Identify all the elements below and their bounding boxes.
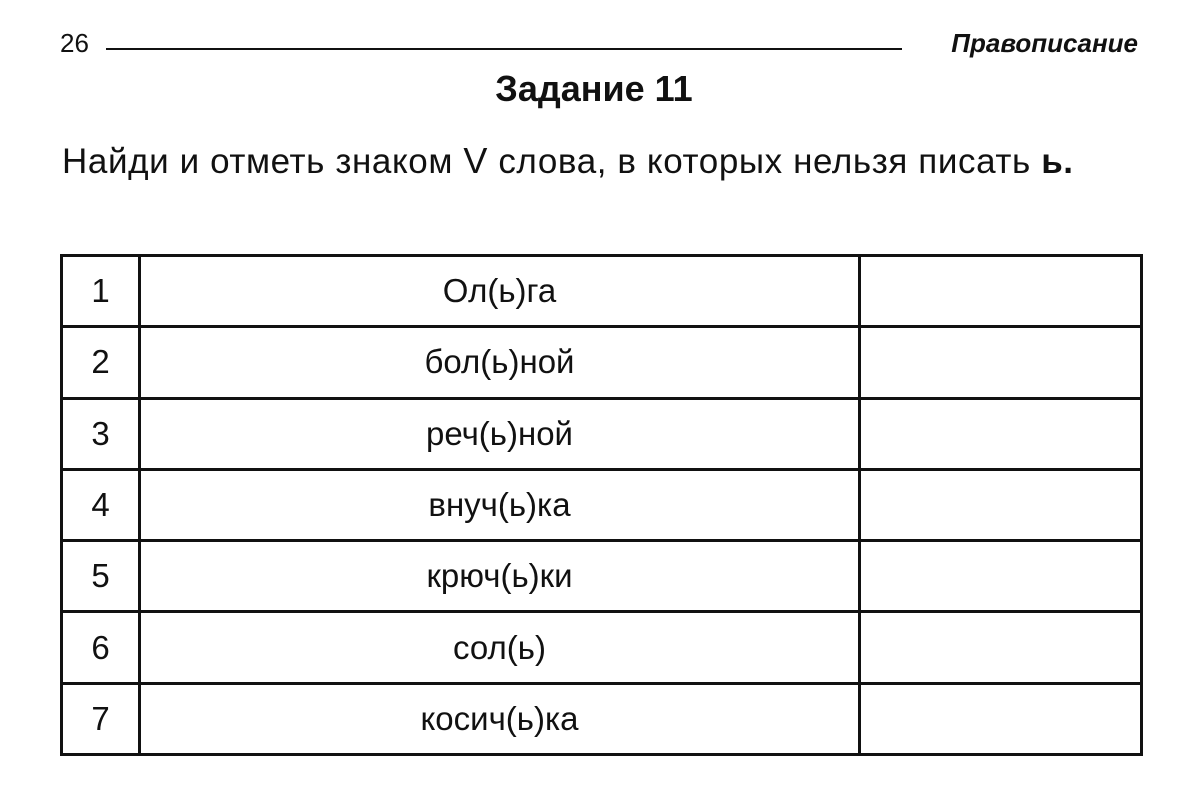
task-title: Задание 11	[495, 68, 693, 109]
table-row	[62, 612, 1142, 683]
section-title: Правописание	[951, 28, 1138, 58]
word-cell: внуч(ь)ка	[140, 469, 860, 540]
mark-cell[interactable]	[860, 541, 1142, 612]
row-number: 6	[62, 612, 140, 683]
instruction-part1: Найди и отметь знаком	[62, 142, 454, 181]
table-row	[62, 469, 1142, 540]
header-rule	[106, 48, 902, 50]
word-cell: сол(ь)	[140, 612, 860, 683]
table-row	[62, 327, 1142, 398]
table-row	[62, 541, 1142, 612]
mark-cell[interactable]	[860, 256, 1142, 327]
mark-cell[interactable]	[860, 612, 1142, 683]
row-number: 2	[62, 327, 140, 398]
checkmark-symbol: V	[463, 140, 488, 181]
row-number: 3	[62, 398, 140, 469]
table-row	[62, 398, 1142, 469]
mark-cell[interactable]	[860, 683, 1142, 754]
word-cell: крюч(ь)ки	[140, 541, 860, 612]
row-number: 5	[62, 541, 140, 612]
word-cell: косич(ь)ка	[140, 683, 860, 754]
instruction-letter: ь.	[1041, 142, 1074, 181]
instruction-part2: слова, в которых нельзя писать	[498, 142, 1031, 181]
word-cell: Ол(ь)га	[140, 256, 860, 327]
mark-cell[interactable]	[860, 398, 1142, 469]
word-cell: реч(ь)ной	[140, 398, 860, 469]
word-table	[60, 254, 1143, 756]
row-number: 1	[62, 256, 140, 327]
mark-cell[interactable]	[860, 469, 1142, 540]
word-cell: бол(ь)ной	[140, 327, 860, 398]
row-number: 4	[62, 469, 140, 540]
table-row	[62, 683, 1142, 754]
instruction	[62, 130, 1142, 193]
row-number: 7	[62, 683, 140, 754]
table-row	[62, 256, 1142, 327]
page-number: 26	[60, 28, 89, 58]
mark-cell[interactable]	[860, 327, 1142, 398]
